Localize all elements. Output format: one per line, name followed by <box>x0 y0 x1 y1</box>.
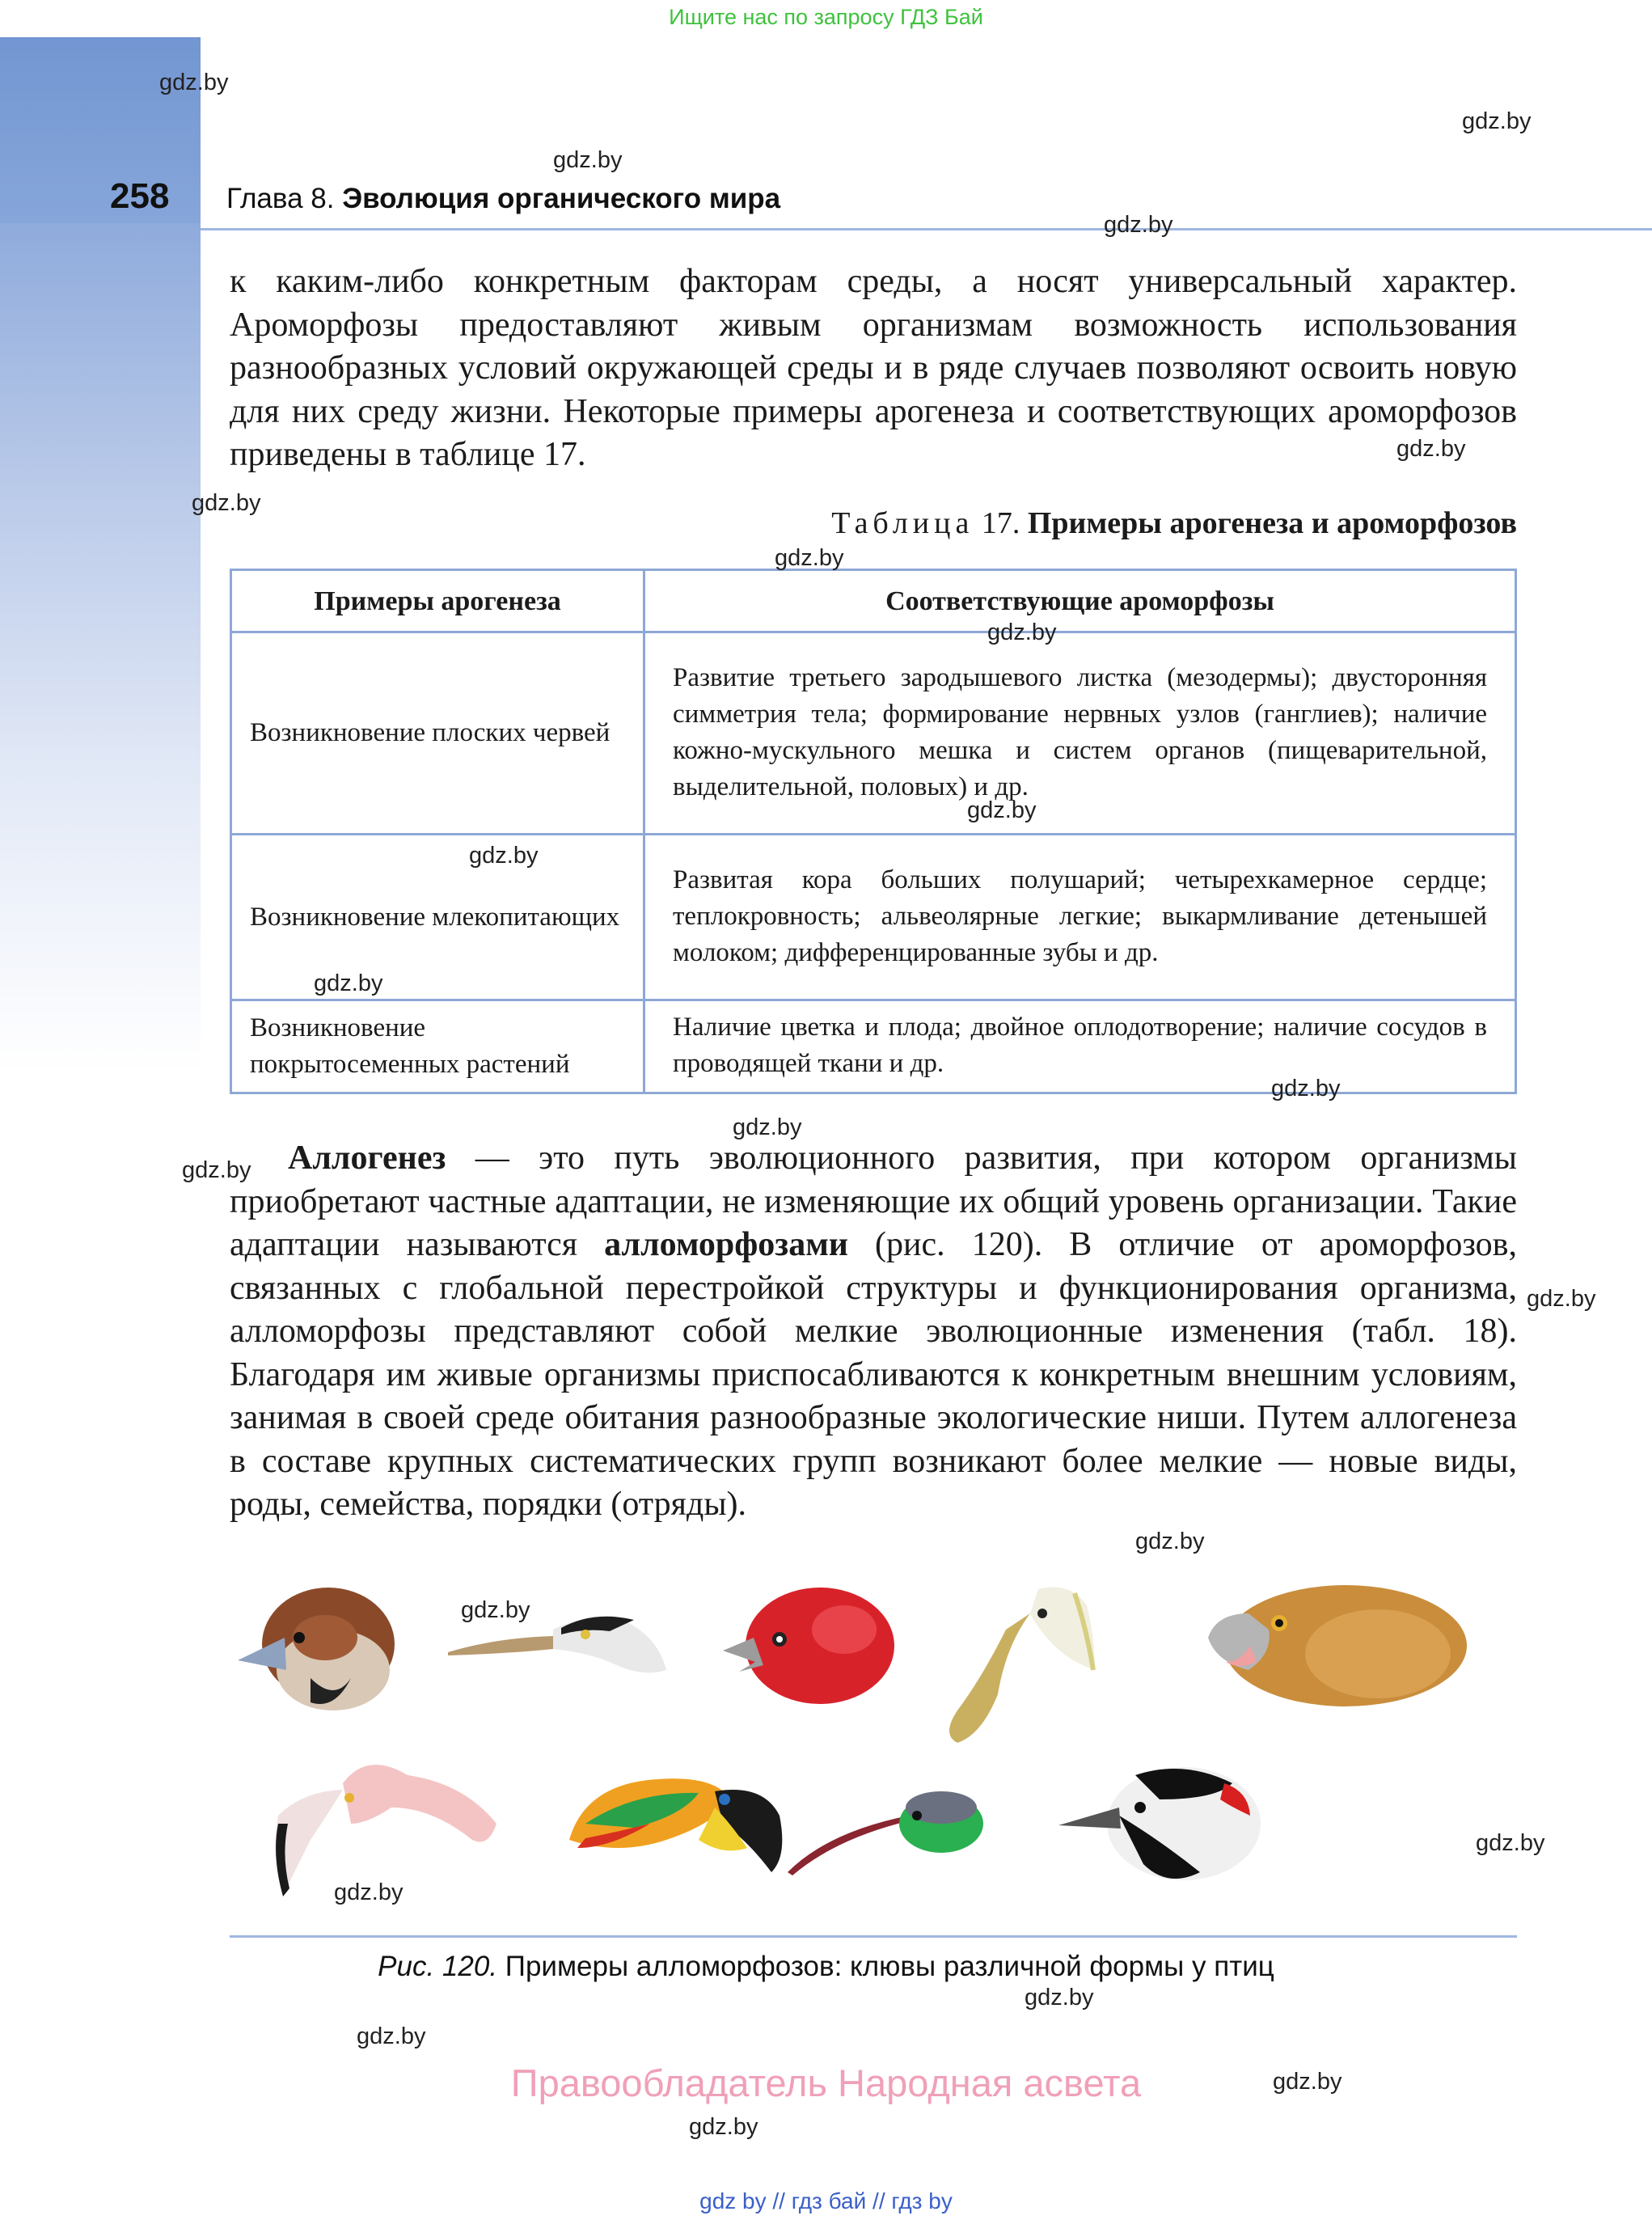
table-caption-title: Примеры арогенеза и ароморфозов <box>1027 506 1517 540</box>
chapter-heading <box>226 183 780 215</box>
toucan-head <box>569 1778 782 1872</box>
table-cell-example: Возникновение плоских червей <box>231 632 644 835</box>
woodpecker-head <box>1058 1767 1261 1880</box>
term-allogenesis: Аллогенез <box>288 1139 446 1177</box>
table-caption <box>831 505 1517 541</box>
figure-caption <box>0 1951 1652 1983</box>
watermark: gdz.by <box>182 1157 251 1183</box>
table-header-row <box>231 570 1516 632</box>
figure-bird-beaks <box>230 1581 1517 1913</box>
watermark: gdz.by <box>357 2023 426 2049</box>
watermark: gdz.by <box>1527 1286 1596 1312</box>
watermark: gdz.by <box>469 843 539 869</box>
table-cell-example: Возникновение млекопитающих <box>231 835 644 1000</box>
table-cell-aromorphoses: Развитая кора больших полушарий; четырехкамерное сердце; теплокровность; альвеолярные легкие; выкармливание детенышей молоком; дифференцированные зубы и др. <box>644 835 1516 1000</box>
flamingo-head <box>276 1765 496 1896</box>
watermark: gdz.by <box>1396 436 1466 462</box>
watermark: gdz.by <box>1104 212 1173 238</box>
crossbill-head <box>723 1588 894 1704</box>
watermark: gdz.by <box>192 490 261 516</box>
hummingbird-head <box>788 1791 983 1875</box>
table-aromorphoses <box>230 569 1517 1094</box>
finch-head <box>238 1588 395 1710</box>
term-allomorphoses: алломорфозами <box>604 1226 848 1263</box>
paragraph-aromorphoses: к каким-либо конкретным факторам среды, а носят универсальный характер. Ароморфозы предоставляют живым организмам возможность использования разнообразных условий окружающей среды и в ряде случаев позволяют освоить новую для них среду жизни. Некоторые примеры арогенеза и соответствующих ароморфозов приведены в таблице 17. <box>230 263 1517 473</box>
watermark: gdz.by <box>1476 1830 1545 1856</box>
spoonbill-head <box>949 1588 1095 1744</box>
watermark: gdz.by <box>1273 2069 1342 2095</box>
paragraph-text: — это путь эволюционного развития, при котором организмы приобретают частные адаптации, не изменяющие их общий уровень организации. Такие адаптации называются <box>230 1139 1517 1263</box>
chapter-title: Эволюция органического мира <box>342 183 781 214</box>
table-caption-word: Таблица <box>831 506 974 540</box>
watermark: gdz.by <box>1271 1076 1341 1101</box>
table-header-cell: Соответствующие ароморфозы <box>644 570 1516 632</box>
page-number: 258 <box>110 176 170 216</box>
top-banner[interactable]: Ищите нас по запросу ГДЗ Бай <box>669 5 983 29</box>
watermark: gdz.by <box>689 2114 758 2140</box>
watermark: gdz.by <box>967 797 1037 823</box>
figure-caption-label: Рис. 120. <box>378 1951 498 1982</box>
paragraph-allogenesis <box>230 1137 1517 1527</box>
figure-caption-text: Примеры алломорфозов: клювы различной формы у птиц <box>497 1951 1274 1982</box>
table-row <box>231 835 1516 1000</box>
watermark: gdz.by <box>159 70 229 95</box>
watermark: gdz.by <box>775 545 844 571</box>
table-row <box>231 632 1516 835</box>
header-color-block <box>0 37 201 223</box>
table-caption-number: 17. <box>981 506 1020 540</box>
header-rule <box>201 228 1652 230</box>
watermark: gdz.by <box>987 619 1057 645</box>
paragraph-text: (рис. 120). В отличие от ароморфозов, связанных с глобальной перестройкой структуры и функционирования организма, алломорфозы представляют собой мелкие эволюционные изменения (табл. 18). Благодаря им живые организмы приспосабливаются к конкретным внешним условиям, занимая в своей среде обитания разнообразные экологические ниши. Путем аллогенеза в составе крупных систематических групп возникают более мелкие — новые виды, роды, семейства, порядки (отряды). <box>230 1226 1517 1523</box>
heron-head <box>448 1617 666 1673</box>
chapter-prefix: Глава 8. <box>226 183 335 214</box>
figure-rule <box>230 1935 1517 1938</box>
watermark: gdz.by <box>1025 1985 1094 2010</box>
watermark: gdz.by <box>461 1597 530 1623</box>
watermark: gdz.by <box>553 147 623 173</box>
watermark: gdz.by <box>1462 108 1532 134</box>
table-header-cell: Примеры арогенеза <box>231 570 644 632</box>
watermark: gdz.by <box>334 1879 403 1905</box>
watermark: gdz.by <box>733 1114 802 1140</box>
eagle-head <box>1208 1585 1467 1706</box>
table-cell-aromorphoses: Наличие цветка и плода; двойное оплодотворение; наличие сосудов в проводящей ткани и др. <box>644 1000 1516 1093</box>
rights-holder: Правообладатель Народная асвета <box>510 2061 1142 2104</box>
watermark: gdz.by <box>314 970 383 996</box>
footer-links[interactable]: gdz by // гдз бай // гдз by <box>699 2188 953 2213</box>
table-cell-example: Возникновение покрытосеменных растений <box>231 1000 644 1093</box>
table-cell-aromorphoses: Развитие третьего зародышевого листка (мезодермы); двусторонняя симметрия тела; формирование нервных узлов (ганглиев); наличие кожно-мускульного мешка и систем органов (пищеварительной, выделительной, половых) и др. <box>644 632 1516 835</box>
watermark: gdz.by <box>1135 1528 1205 1554</box>
